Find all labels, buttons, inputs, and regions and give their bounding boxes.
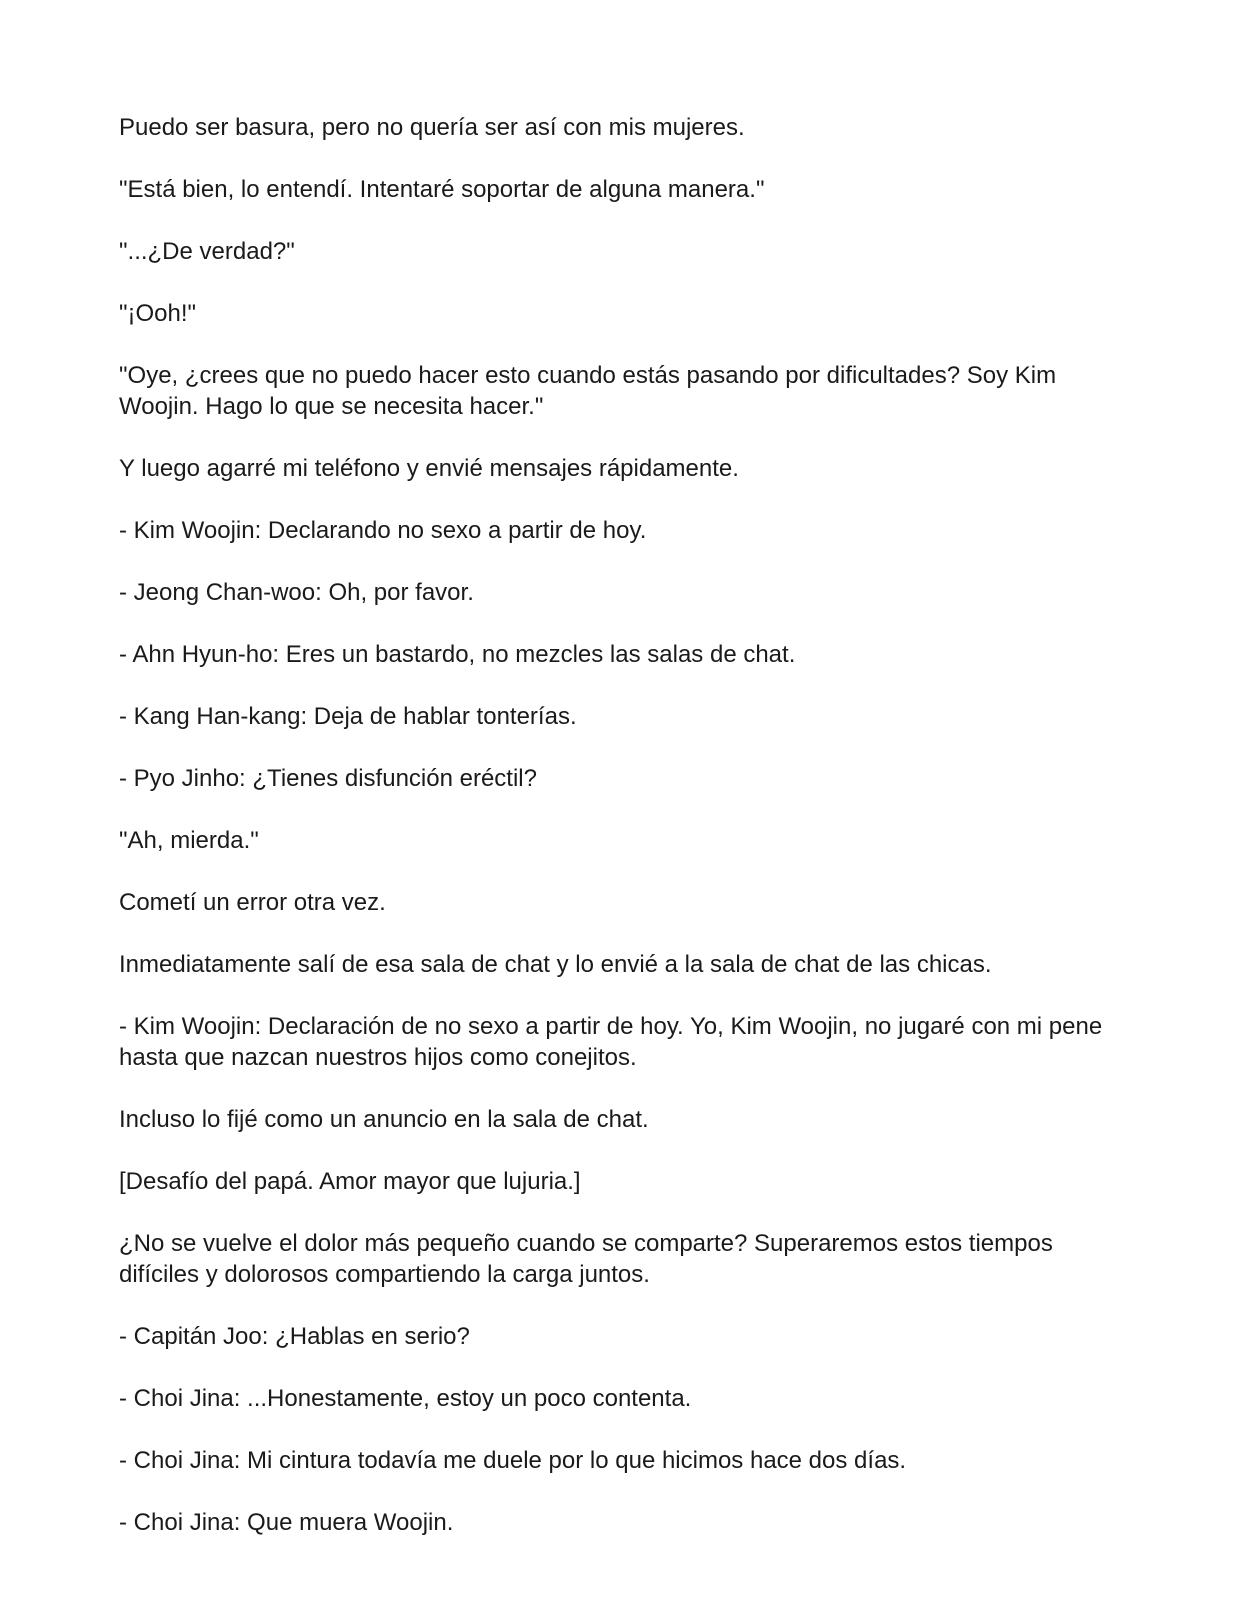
paragraph-18: ¿No se vuelve el dolor más pequeño cuando se comparte? Superaremos estos tiempos difíciles y dolorosos compartiendo la carga juntos.	[119, 1230, 1053, 1288]
paragraph-13: Cometí un error otra vez.	[119, 889, 386, 916]
paragraph-20: - Choi Jina: ...Honestamente, estoy un poco contenta.	[119, 1385, 692, 1412]
paragraph-10: - Kang Han-kang: Deja de hablar tonterías.	[119, 703, 577, 730]
paragraph-9: - Ahn Hyun-ho: Eres un bastardo, no mezcles las salas de chat.	[119, 641, 796, 668]
paragraph-3: "...¿De verdad?"	[119, 238, 295, 265]
paragraph-2: "Está bien, lo entendí. Intentaré soportar de alguna manera."	[119, 176, 765, 203]
paragraph-21: - Choi Jina: Mi cintura todavía me duele por lo que hicimos hace dos días.	[119, 1447, 907, 1474]
paragraph-19: - Capitán Joo: ¿Hablas en serio?	[119, 1323, 470, 1350]
paragraph-17: [Desafío del papá. Amor mayor que lujuria.]	[119, 1168, 581, 1195]
paragraph-11: - Pyo Jinho: ¿Tienes disfunción eréctil?	[119, 765, 537, 792]
paragraph-5: "Oye, ¿crees que no puedo hacer esto cuando estás pasando por dificultades? Soy Kim Woojin. Hago lo que se necesita hacer."	[119, 362, 1057, 420]
paragraph-7: - Kim Woojin: Declarando no sexo a partir de hoy.	[119, 517, 647, 544]
paragraph-4: "¡Ooh!"	[119, 300, 197, 327]
paragraph-16: Incluso lo fijé como un anuncio en la sala de chat.	[119, 1106, 649, 1133]
paragraph-14: Inmediatamente salí de esa sala de chat y lo envié a la sala de chat de las chicas.	[119, 951, 992, 978]
paragraph-22: - Choi Jina: Que muera Woojin.	[119, 1509, 454, 1536]
paragraph-1: Puedo ser basura, pero no quería ser así con mis mujeres.	[119, 114, 745, 141]
paragraph-15: - Kim Woojin: Declaración de no sexo a partir de hoy. Yo, Kim Woojin, no jugaré con mi pene hasta que nazcan nuestros hijos como conejitos.	[119, 1013, 1103, 1071]
text-body	[119, 112, 1129, 1538]
paragraph-12: "Ah, mierda."	[119, 827, 259, 854]
paragraph-6: Y luego agarré mi teléfono y envié mensajes rápidamente.	[119, 455, 739, 482]
paragraph-8: - Jeong Chan-woo: Oh, por favor.	[119, 579, 474, 606]
